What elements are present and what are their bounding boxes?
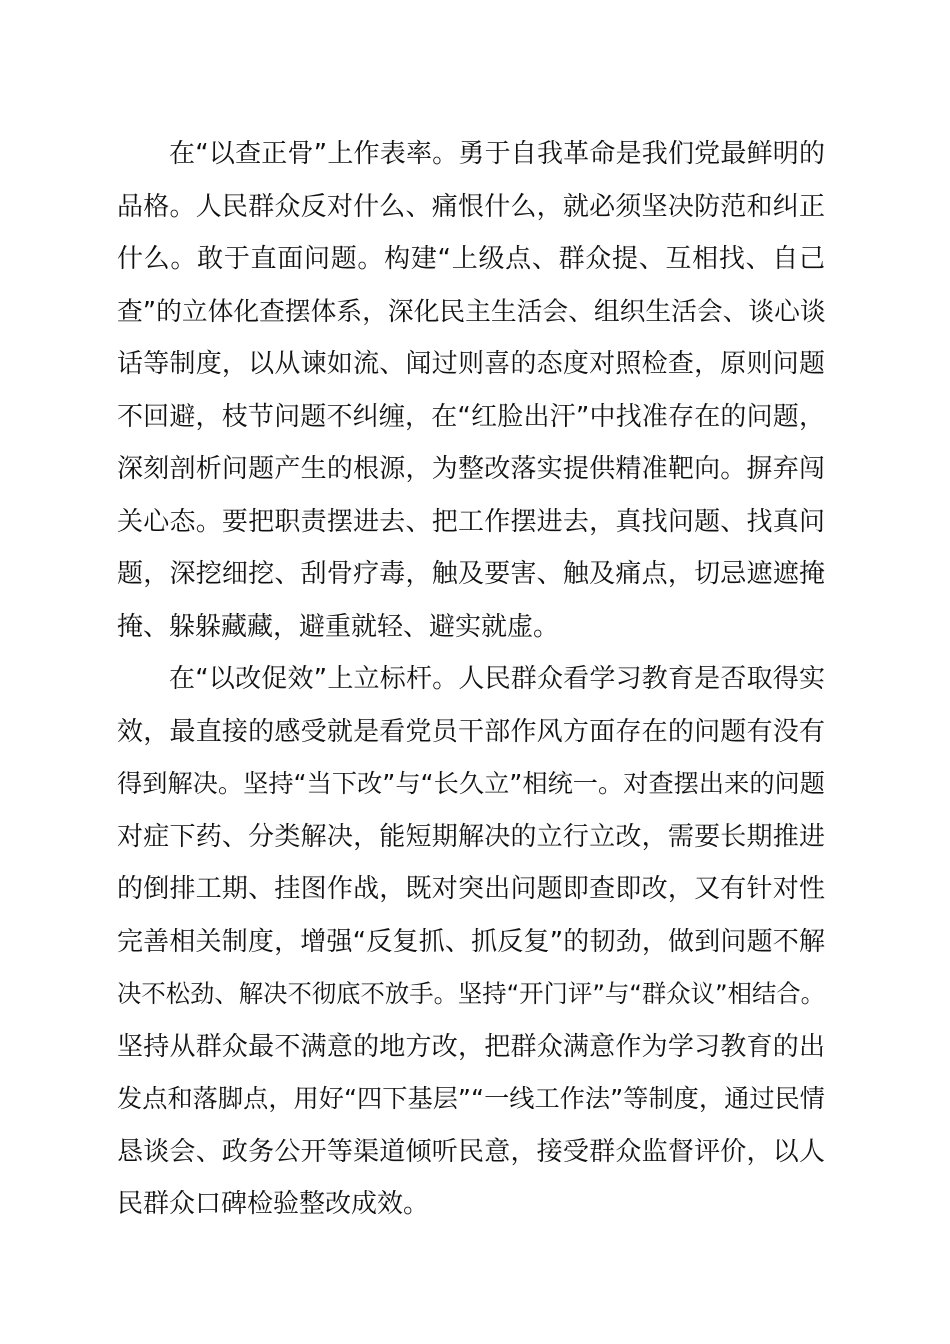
- text-line: 完善相关制度，增强“反复抓、抓反复”的韧劲，做到问题不解: [117, 926, 825, 957]
- text-line: 民群众口碑检验整改成效。: [117, 1189, 430, 1219]
- text-line: 发点和落脚点，用好“四下基层”“一线工作法”等制度，通过民情: [117, 1084, 825, 1113]
- text-line: 什么。敢于直面问题。构建“上级点、群众提、互相找、自己: [117, 244, 825, 274]
- text-line: 话等制度，以从谏如流、闻过则喜的态度对照检查，原则问题: [117, 349, 825, 379]
- text-line: 不回避，枝节问题不纠缠，在“红脸出汗”中找准存在的问题，: [117, 401, 825, 432]
- text-line: 品格。人民群众反对什么、痛恨什么，就必须坚决防范和纠正: [117, 191, 825, 222]
- text-line: 题，深挖细挖、刮骨疗毒，触及要害、触及痛点，切忌遮遮掩: [117, 559, 825, 589]
- text-line: 深刻剖析问题产生的根源，为整改落实提供精准靶向。摒弃闯: [117, 454, 825, 484]
- text-line: 在“以改促效”上立标杆。人民群众看学习教育是否取得实: [169, 664, 825, 694]
- text-line: 掩、躲躲藏藏，避重就轻、避实就虚。: [117, 611, 560, 642]
- text-line: 的倒排工期、挂图作战，既对突出问题即查即改，又有针对性: [117, 874, 825, 904]
- paragraph-1: [117, 128, 825, 653]
- text-line: 在“以查正骨”上作表率。勇于自我革命是我们党最鲜明的: [169, 139, 825, 169]
- text-line: 查”的立体化查摆体系，深化民主生活会、组织生活会、谈心谈: [117, 296, 826, 327]
- text-line: 效，最直接的感受就是看党员干部作风方面存在的问题有没有: [117, 716, 825, 747]
- text-line: 坚持从群众最不满意的地方改，把群众满意作为学习教育的出: [117, 1031, 825, 1062]
- text-line: 对症下药、分类解决，能短期解决的立行立改，需要长期推进: [117, 821, 825, 852]
- text-line: 得到解决。坚持“当下改”与“长久立”相统一。对查摆出来的问题: [117, 769, 825, 798]
- text-line: 决不松劲、解决不彻底不放手。坚持“开门评”与“群众议”相结合。: [117, 979, 825, 1008]
- body-text: [117, 128, 825, 1231]
- text-line: 恳谈会、政务公开等渠道倾听民意，接受群众监督评价，以人: [117, 1136, 825, 1167]
- text-line: 关心态。要把职责摆进去、把工作摆进去，真找问题、找真问: [117, 506, 825, 537]
- paragraph-2: [117, 653, 825, 1231]
